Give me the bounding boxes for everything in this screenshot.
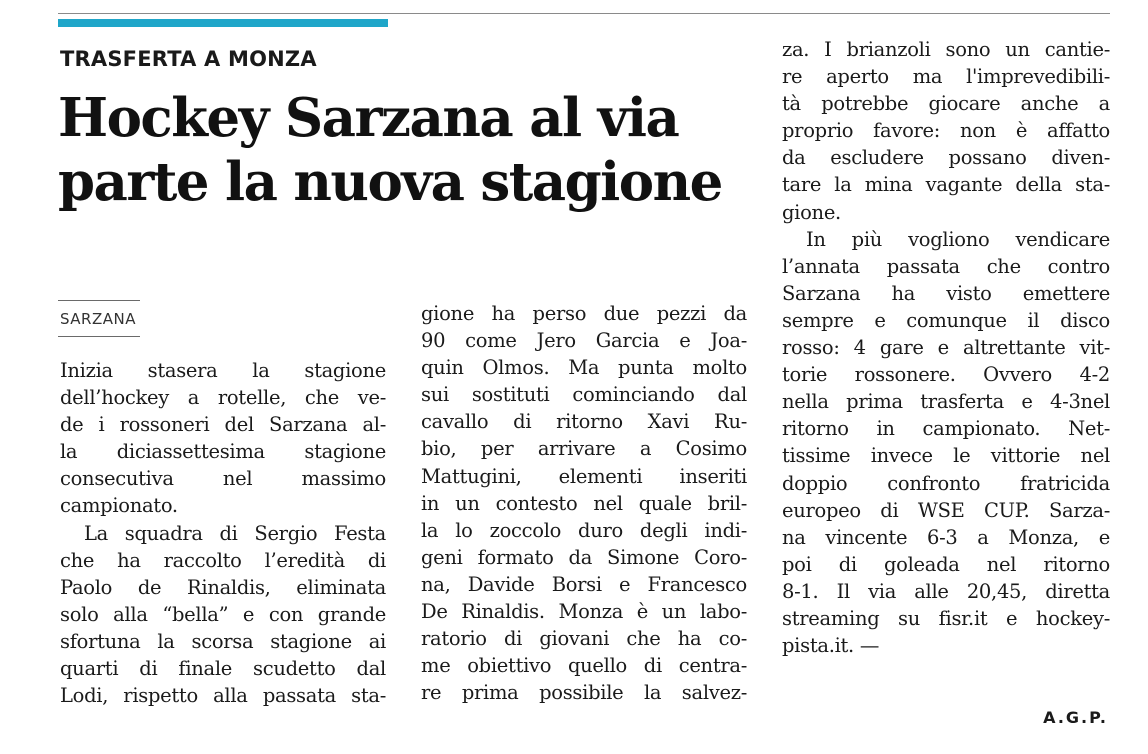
text-line: Sarzana ha visto emettere <box>782 281 1110 305</box>
text-line: da escludere possano diven- <box>782 146 1110 170</box>
headline-line-1: Hockey Sarzana al via <box>58 87 679 149</box>
text-line: quarti di finale scudetto dal <box>60 657 386 681</box>
text-line: sempre e comunque il disco <box>782 308 1110 332</box>
dateline-rule-top <box>58 300 140 301</box>
text-line: europeo di WSE CUP. Sarza- <box>782 498 1110 522</box>
text-line: sfortuna la scorsa stagione ai <box>60 629 386 653</box>
dateline: SARZANA <box>60 310 137 328</box>
text-line: rosso: 4 gare e altrettante vit- <box>782 336 1110 360</box>
text-line: re aperto ma l'imprevedibili- <box>782 65 1110 89</box>
text-line: l’annata passata che contro <box>782 254 1110 278</box>
text-line: pista.it. — <box>782 634 880 658</box>
text-line: De Rinaldis. Monza è un labo- <box>421 600 747 624</box>
text-line: re prima possibile la salvez- <box>421 681 747 705</box>
text-line: za. I brianzoli sono un cantie- <box>782 38 1110 61</box>
text-line: In più vogliono vendicare <box>806 227 1110 251</box>
text-line: la diciassettesima stagione <box>60 440 386 464</box>
text-line: proprio favore: non è affatto <box>782 119 1110 143</box>
text-line: tare la mina vagante della sta- <box>782 173 1110 197</box>
top-rule <box>58 13 1110 14</box>
text-line: La squadra di Sergio Festa <box>84 521 386 545</box>
text-line: la lo zoccolo duro degli indi- <box>421 518 747 542</box>
text-line: Paolo de Rinaldis, eliminata <box>60 575 386 599</box>
text-line: 90 come Jero Garcia e Joa- <box>421 329 747 353</box>
text-line: ratorio di giovani che ha co- <box>421 627 747 651</box>
dateline-rule-bottom <box>58 336 140 337</box>
author-signature: A.G.P. <box>1043 708 1108 727</box>
section-accent-bar <box>58 19 388 27</box>
text-line: solo alla “bella” e con grande <box>60 602 386 626</box>
text-line: dell’hockey a rotelle, che ve- <box>60 386 386 410</box>
text-line: de i rossoneri del Sarzana al- <box>60 413 386 437</box>
text-line: tà potrebbe giocare anche a <box>782 92 1110 116</box>
text-line: bio, per arrivare a Cosimo <box>421 437 747 461</box>
text-line: poi di goleada nel ritorno <box>782 552 1110 576</box>
text-line: me obiettivo quello di centra- <box>421 654 747 678</box>
text-line: nella prima trasferta e 4-3nel <box>782 390 1110 414</box>
text-line: Lodi, rispetto alla passata sta- <box>60 684 386 708</box>
text-line: quin Olmos. Ma punta molto <box>421 356 747 380</box>
text-line: Inizia stasera la stagione <box>60 359 386 382</box>
text-line: cavallo di ritorno Xavi Ru- <box>421 410 747 434</box>
text-line: tissime invece le vittorie nel <box>782 444 1110 468</box>
text-line: consecutiva nel massimo <box>60 467 386 491</box>
text-line: in un contesto nel quale bril- <box>421 491 747 515</box>
text-line: gione. <box>782 200 841 224</box>
text-line: campionato. <box>60 494 178 518</box>
text-line: na, Davide Borsi e Francesco <box>421 572 747 596</box>
text-line: 8-1. Il via alle 20,45, diretta <box>782 579 1110 603</box>
text-line: na vincente 6-3 a Monza, e <box>782 525 1110 549</box>
text-line: geni formato da Simone Coro- <box>421 545 747 569</box>
text-line: doppio confronto fratricida <box>782 471 1110 495</box>
kicker: TRASFERTA A MONZA <box>60 47 317 71</box>
article-column-3 <box>782 36 1110 659</box>
text-line: gione ha perso due pezzi da <box>421 302 747 325</box>
text-line: ritorno in campionato. Net- <box>782 417 1110 441</box>
headline-line-2: parte la nuova stagione <box>58 151 722 213</box>
text-line: Mattugini, elementi inseriti <box>421 464 747 488</box>
text-line: streaming su fisr.it e hockey- <box>782 606 1110 630</box>
text-line: che ha raccolto l’eredità di <box>60 548 386 572</box>
article-column-2 <box>421 300 747 706</box>
text-line: torie rossonere. Ovvero 4-2 <box>782 363 1110 387</box>
text-line: sui sostituti cominciando dal <box>421 383 747 407</box>
headline <box>58 86 758 214</box>
article-column-1 <box>60 357 386 709</box>
